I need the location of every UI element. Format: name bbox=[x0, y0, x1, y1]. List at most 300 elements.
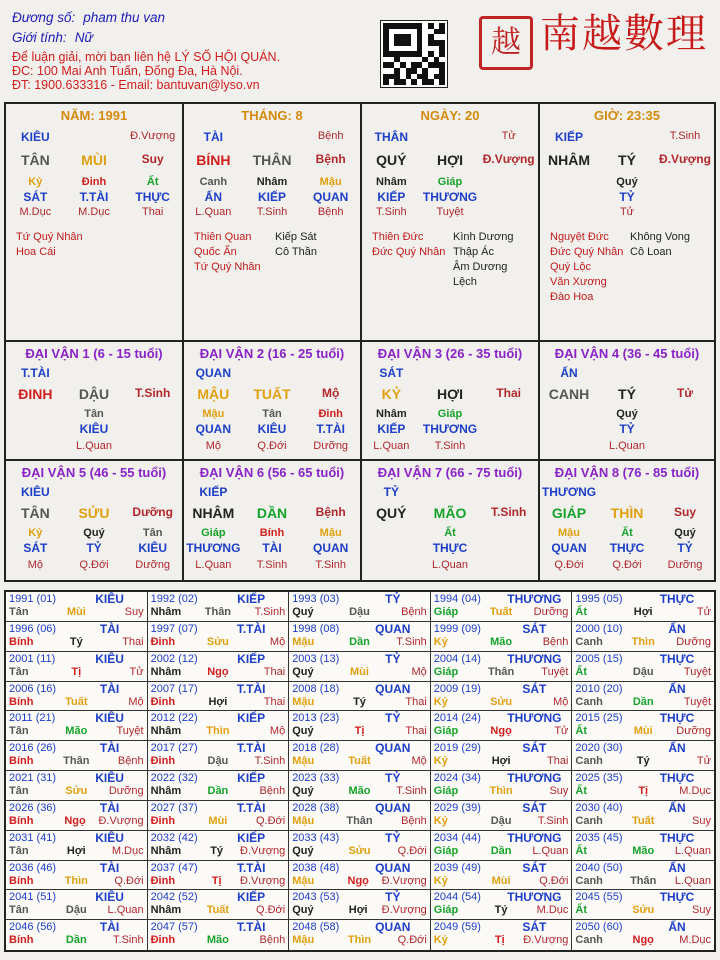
hidden-stage bbox=[540, 206, 598, 218]
spacer bbox=[656, 485, 714, 499]
year-life-stage: Thai bbox=[263, 695, 286, 708]
header-info bbox=[12, 8, 372, 92]
hidden-stem: Tân bbox=[84, 408, 104, 420]
annual-cell[interactable] bbox=[6, 861, 148, 891]
annual-cell[interactable] bbox=[6, 771, 148, 801]
annual-cell[interactable] bbox=[6, 652, 148, 682]
year-stem-branch bbox=[9, 606, 144, 618]
year-stem: Quý bbox=[292, 606, 314, 618]
life-stage: Thai bbox=[496, 386, 522, 400]
year-label: 2020 (30) bbox=[575, 742, 623, 755]
hidden-stem: Quý bbox=[616, 176, 638, 188]
year-branch: Hợi bbox=[66, 844, 86, 857]
year-branch: Tuất bbox=[206, 904, 230, 917]
year-stem-branch bbox=[151, 636, 286, 648]
annual-cell[interactable] bbox=[148, 711, 290, 741]
year-stem-branch bbox=[9, 845, 144, 857]
year-ten-god: SÁT bbox=[522, 920, 547, 935]
ten-god: KIÊU bbox=[21, 485, 50, 499]
year-ten-god: ẤN bbox=[668, 920, 686, 935]
annual-cell[interactable] bbox=[148, 771, 290, 801]
year-stem: Nhâm bbox=[150, 785, 182, 797]
hidden-stage-row bbox=[540, 559, 714, 571]
annual-cell[interactable] bbox=[148, 831, 290, 861]
annual-cell[interactable] bbox=[572, 592, 714, 622]
year-ten-god: KIẾP bbox=[237, 771, 266, 785]
hidden-stage: Dưỡng bbox=[135, 559, 171, 571]
hidden-stem-row bbox=[184, 408, 360, 420]
pillar-cell-3 bbox=[540, 104, 714, 342]
ten-god: QUAN bbox=[195, 366, 231, 380]
luck-pillar-cell-7[interactable] bbox=[362, 461, 540, 580]
year-stem: Giáp bbox=[433, 606, 459, 618]
annual-cell[interactable] bbox=[572, 831, 714, 861]
year-label: 2014 (24) bbox=[433, 712, 481, 725]
annual-cell[interactable] bbox=[572, 771, 714, 801]
annual-cell[interactable] bbox=[572, 711, 714, 741]
ten-god bbox=[243, 130, 302, 144]
stem-branch-row bbox=[540, 505, 714, 521]
luck-pillar-cell-6[interactable] bbox=[184, 461, 362, 580]
annual-cell[interactable] bbox=[289, 622, 431, 652]
year-life-stage: Bệnh bbox=[259, 785, 286, 797]
year-life-stage: Mộ bbox=[269, 635, 286, 648]
year-label: 2009 (19) bbox=[433, 682, 481, 695]
qr-code[interactable] bbox=[380, 20, 448, 88]
hidden-stage: T.Sinh bbox=[256, 559, 288, 571]
annual-cell[interactable] bbox=[431, 771, 573, 801]
year-branch: Dần bbox=[65, 934, 87, 947]
hidden-god-row bbox=[540, 422, 714, 436]
year-life-stage: Tử bbox=[696, 755, 712, 768]
year-ten-god: THỰC bbox=[659, 830, 695, 845]
spacer bbox=[243, 366, 302, 380]
year-label: 2033 (43) bbox=[292, 831, 340, 844]
year-stem-branch bbox=[434, 875, 569, 887]
year-branch: Hợi bbox=[633, 606, 653, 618]
year-ten-god: SÁT bbox=[522, 621, 547, 636]
ten-god: KIẾP bbox=[199, 485, 228, 499]
star-name: Tứ Quý Nhân bbox=[194, 261, 261, 273]
earthly-branch: MÙI bbox=[81, 152, 107, 168]
year-life-stage: Dưỡng bbox=[533, 606, 569, 618]
year-stem: Giáp bbox=[433, 665, 459, 678]
hidden-god bbox=[479, 190, 538, 204]
year-stem-branch bbox=[9, 815, 144, 827]
earthly-branch: HỢI bbox=[437, 386, 463, 402]
year-stem-branch bbox=[9, 666, 144, 678]
hidden-stage bbox=[540, 440, 598, 452]
year-stem: Nhâm bbox=[150, 665, 182, 678]
hidden-stem: Đinh bbox=[81, 176, 107, 188]
annual-cell[interactable] bbox=[431, 890, 573, 920]
year-label: 2048 (58) bbox=[292, 921, 340, 934]
annual-cell[interactable] bbox=[289, 682, 431, 712]
luck-god-row bbox=[6, 485, 182, 499]
year-stem: Ất bbox=[575, 785, 587, 797]
annual-cell[interactable] bbox=[6, 831, 148, 861]
year-branch: Thân bbox=[63, 755, 90, 768]
year-stem: Mậu bbox=[292, 814, 315, 827]
year-ten-god: KIẾP bbox=[237, 592, 266, 606]
annual-cell[interactable] bbox=[431, 920, 573, 950]
year-stem-branch bbox=[575, 934, 711, 946]
year-stem: Tân bbox=[9, 904, 29, 917]
annual-cell[interactable] bbox=[6, 890, 148, 920]
hidden-stem-row bbox=[362, 176, 538, 188]
year-branch: Mão bbox=[65, 725, 88, 738]
year-label: 2028 (38) bbox=[292, 801, 340, 814]
hidden-stage-row bbox=[6, 206, 182, 218]
life-stage: Tử bbox=[676, 386, 694, 400]
hidden-god bbox=[656, 422, 714, 436]
spacer bbox=[243, 485, 302, 499]
annual-cell[interactable] bbox=[6, 801, 148, 831]
heavenly-stem: CANH bbox=[548, 386, 590, 402]
pillar-cell-2 bbox=[362, 104, 540, 342]
year-branch: Ngọ bbox=[490, 725, 512, 738]
earthly-branch: TÝ bbox=[618, 152, 636, 168]
annual-cell[interactable] bbox=[572, 622, 714, 652]
hidden-stem bbox=[656, 176, 714, 188]
hidden-stem-row bbox=[362, 527, 538, 539]
stars-column bbox=[372, 230, 453, 290]
heavenly-stem: MẬU bbox=[197, 386, 230, 402]
annual-cell[interactable] bbox=[431, 831, 573, 861]
spacer bbox=[479, 366, 538, 380]
year-stem-branch bbox=[292, 696, 427, 708]
annual-cell[interactable] bbox=[572, 890, 714, 920]
annual-cell[interactable] bbox=[148, 920, 290, 950]
earthly-branch: DẦN bbox=[256, 505, 288, 521]
year-stem-branch bbox=[292, 725, 427, 737]
year-ten-god: TỶ bbox=[385, 592, 401, 606]
year-label: 2018 (28) bbox=[292, 742, 340, 755]
year-stem-branch bbox=[292, 785, 427, 797]
year-stem: Đinh bbox=[150, 874, 176, 887]
annual-cell[interactable] bbox=[289, 652, 431, 682]
stars-list bbox=[194, 230, 356, 275]
annual-cell[interactable] bbox=[6, 592, 148, 622]
annual-cell[interactable] bbox=[148, 652, 290, 682]
heavenly-stem: GIÁP bbox=[551, 505, 587, 521]
hidden-stem: Mậu bbox=[202, 408, 225, 420]
stars-column bbox=[194, 230, 275, 275]
hidden-stage bbox=[479, 206, 538, 218]
year-branch: Sửu bbox=[206, 635, 229, 648]
hidden-stem bbox=[479, 176, 538, 188]
hidden-god: KIÊU bbox=[257, 422, 287, 436]
hidden-stage bbox=[656, 440, 714, 452]
year-ten-god: THỰC bbox=[659, 592, 695, 606]
hidden-god-row bbox=[362, 190, 538, 204]
annual-cell[interactable] bbox=[572, 801, 714, 831]
luck-pillar-cell-1[interactable] bbox=[6, 342, 184, 461]
annual-cell[interactable] bbox=[431, 741, 573, 771]
year-stem: Ất bbox=[575, 725, 587, 738]
year-label: 1991 (01) bbox=[9, 593, 57, 605]
year-branch: Tuất bbox=[489, 606, 513, 618]
spacer bbox=[479, 408, 538, 420]
hidden-stage: Dưỡng bbox=[667, 559, 703, 571]
hidden-god-row bbox=[362, 422, 538, 436]
hidden-stage-row bbox=[362, 440, 538, 452]
heavenly-stem: QUÝ bbox=[376, 152, 407, 168]
spacer bbox=[421, 366, 480, 380]
luck-pillar-cell-8[interactable] bbox=[540, 461, 714, 580]
luck-pillar-cell-3[interactable] bbox=[362, 342, 540, 461]
hidden-god bbox=[479, 422, 538, 436]
year-branch: Dần bbox=[207, 785, 229, 797]
hidden-stage: Bệnh bbox=[317, 206, 344, 218]
hidden-stem-row bbox=[362, 408, 538, 420]
annual-cell[interactable] bbox=[6, 920, 148, 950]
year-ten-god: TÀI bbox=[99, 741, 120, 756]
annual-cell[interactable] bbox=[289, 771, 431, 801]
year-stem: Nhâm bbox=[150, 725, 182, 738]
spacer bbox=[598, 366, 656, 380]
year-stem: Quý bbox=[292, 844, 314, 857]
spacer bbox=[65, 485, 124, 499]
ten-god: Tử bbox=[501, 130, 516, 142]
year-stem-branch bbox=[151, 875, 286, 887]
stars-list bbox=[16, 230, 178, 260]
annual-cell[interactable] bbox=[6, 622, 148, 652]
year-branch: Thìn bbox=[489, 785, 513, 797]
hidden-stem-row bbox=[6, 176, 182, 188]
star-name: Đào Hoa bbox=[550, 291, 594, 303]
year-life-stage: Tuyệt bbox=[683, 695, 712, 708]
annual-cell[interactable] bbox=[431, 711, 573, 741]
hidden-god: SÁT bbox=[23, 190, 48, 204]
annual-cell[interactable] bbox=[148, 622, 290, 652]
year-branch: Dần bbox=[490, 844, 512, 857]
year-branch: Mùi bbox=[208, 814, 228, 827]
year-stem: Mậu bbox=[292, 695, 315, 708]
year-stem-branch bbox=[151, 666, 286, 678]
year-ten-god: TỶ bbox=[385, 651, 401, 666]
year-ten-god: T.TÀI bbox=[236, 681, 266, 696]
luck-pillar-title: ĐẠI VẬN 5 (46 - 55 tuổi) bbox=[21, 465, 167, 480]
annual-cell[interactable] bbox=[431, 861, 573, 891]
annual-cell[interactable] bbox=[289, 890, 431, 920]
earthly-branch: THÂN bbox=[252, 152, 292, 168]
stem-branch-row bbox=[362, 505, 538, 521]
year-branch: Sửu bbox=[490, 695, 513, 708]
year-ten-god: ẤN bbox=[668, 741, 686, 756]
annual-cell[interactable] bbox=[572, 741, 714, 771]
year-stem: Mậu bbox=[292, 874, 315, 887]
year-ten-god: KIÊU bbox=[95, 771, 124, 785]
hidden-stage: Q.Đới bbox=[554, 559, 584, 571]
year-stem: Kỷ bbox=[433, 934, 448, 947]
annual-cell[interactable] bbox=[6, 711, 148, 741]
year-life-stage: T.Sinh bbox=[396, 785, 427, 797]
annual-cell[interactable] bbox=[572, 652, 714, 682]
year-stem-branch bbox=[292, 875, 427, 887]
annual-cell[interactable] bbox=[6, 741, 148, 771]
luck-pillar-cell-2[interactable] bbox=[184, 342, 362, 461]
brand-seal bbox=[479, 16, 533, 70]
year-stem: Tân bbox=[9, 725, 29, 738]
annual-cell[interactable] bbox=[431, 682, 573, 712]
year-stem-branch bbox=[292, 904, 427, 916]
year-stem-branch bbox=[292, 755, 427, 767]
year-stem: Bính bbox=[9, 934, 34, 947]
year-life-stage: Dưỡng bbox=[676, 635, 712, 648]
year-stem-branch bbox=[9, 875, 144, 887]
year-stem-branch bbox=[151, 934, 286, 946]
year-stem: Quý bbox=[292, 904, 314, 917]
star-name: Tứ Quý Nhân bbox=[16, 231, 83, 243]
year-branch: Dậu bbox=[65, 904, 87, 917]
year-branch: Tý bbox=[210, 844, 224, 857]
spacer bbox=[656, 408, 714, 420]
annual-cell[interactable] bbox=[148, 682, 290, 712]
star-name: Quốc Ấn bbox=[194, 246, 237, 258]
year-label: 2013 (23) bbox=[292, 712, 340, 725]
luck-pillar-cell-5[interactable] bbox=[6, 461, 184, 580]
year-stem-branch bbox=[151, 725, 286, 737]
annual-cell[interactable] bbox=[572, 861, 714, 891]
year-label: 2034 (44) bbox=[433, 831, 481, 844]
pillar-god-row bbox=[6, 130, 182, 144]
star-name: Kình Dương bbox=[453, 231, 514, 243]
hidden-stage bbox=[656, 206, 714, 218]
star-name: Thập Ác bbox=[453, 246, 494, 258]
year-ten-god: TÀI bbox=[99, 920, 120, 935]
annual-cell[interactable] bbox=[6, 682, 148, 712]
year-stem: Đinh bbox=[150, 755, 176, 768]
year-ten-god: KIÊU bbox=[95, 890, 124, 905]
hidden-god: KIẾP bbox=[377, 190, 406, 204]
gender-line bbox=[12, 28, 372, 48]
year-branch: Mùi bbox=[491, 874, 511, 887]
year-stem: Giáp bbox=[433, 785, 459, 797]
year-stem-branch bbox=[575, 845, 711, 857]
annual-cell[interactable] bbox=[289, 801, 431, 831]
annual-cell[interactable] bbox=[289, 711, 431, 741]
hidden-god: QUAN bbox=[551, 541, 587, 555]
stars-list bbox=[372, 230, 534, 290]
year-stem: Kỷ bbox=[433, 635, 448, 648]
year-life-stage: T.Sinh bbox=[254, 755, 286, 768]
year-stem: Ất bbox=[575, 844, 587, 857]
year-stem: Bính bbox=[9, 874, 34, 887]
hidden-stage: T.Sinh bbox=[315, 559, 346, 571]
stem-branch-row bbox=[184, 505, 360, 521]
annual-cell[interactable] bbox=[289, 741, 431, 771]
hidden-god: THƯƠNG bbox=[422, 190, 478, 204]
year-branch: Thìn bbox=[631, 635, 655, 648]
year-stem-branch bbox=[575, 904, 711, 916]
ten-god: T.Sinh bbox=[669, 130, 701, 142]
year-ten-god: THƯƠNG bbox=[507, 890, 562, 905]
hidden-stage: Q.Đới bbox=[79, 559, 109, 571]
life-stage: Suy bbox=[673, 505, 696, 519]
year-ten-god: THỰC bbox=[659, 890, 695, 905]
year-stem: Đinh bbox=[150, 934, 176, 947]
hidden-stage: Q.Đới bbox=[257, 440, 287, 452]
ten-god: T.TÀI bbox=[21, 366, 50, 380]
year-branch: Tý bbox=[353, 695, 366, 708]
luck-pillar-title: ĐẠI VẬN 1 (6 - 15 tuổi) bbox=[25, 346, 163, 361]
year-life-stage: Bệnh bbox=[401, 606, 427, 618]
heavenly-stem: ĐINH bbox=[18, 386, 53, 402]
star-name: Âm Dương Lệch bbox=[453, 261, 508, 288]
name-label: Đương số: bbox=[12, 10, 76, 25]
hidden-stage-row bbox=[184, 206, 360, 218]
annual-cell[interactable] bbox=[148, 890, 290, 920]
spacer bbox=[362, 527, 421, 539]
year-life-stage: Mộ bbox=[128, 695, 144, 708]
year-branch: Sửu bbox=[632, 904, 655, 917]
annual-cell[interactable] bbox=[289, 592, 431, 622]
hidden-god: KIẾP bbox=[258, 190, 287, 204]
annual-cell[interactable] bbox=[431, 801, 573, 831]
year-life-stage: Bệnh bbox=[401, 814, 427, 827]
year-label: 2031 (41) bbox=[9, 831, 57, 844]
year-stem-branch bbox=[151, 845, 286, 857]
year-life-stage: L.Quan bbox=[532, 844, 569, 857]
annual-cell[interactable] bbox=[572, 682, 714, 712]
year-life-stage: Thai bbox=[547, 755, 569, 768]
luck-god-row bbox=[362, 366, 538, 380]
annual-cell[interactable] bbox=[148, 741, 290, 771]
annual-cell[interactable] bbox=[572, 920, 714, 950]
earthly-branch: TUẤT bbox=[253, 386, 291, 402]
hidden-stage bbox=[479, 440, 538, 452]
hidden-god: THỰC bbox=[609, 541, 645, 555]
hidden-stage-row bbox=[362, 206, 538, 218]
luck-pillar-cell-4[interactable] bbox=[540, 342, 714, 461]
annual-cell[interactable] bbox=[148, 592, 290, 622]
year-ten-god: TÀI bbox=[99, 681, 120, 696]
year-stem: Kỷ bbox=[433, 874, 448, 887]
annual-cell[interactable] bbox=[431, 652, 573, 682]
year-branch: Tị bbox=[354, 725, 365, 738]
annual-cell[interactable] bbox=[148, 801, 290, 831]
annual-cell[interactable] bbox=[289, 861, 431, 891]
hidden-stem: Giáp bbox=[437, 408, 463, 420]
spacer bbox=[479, 527, 538, 539]
hidden-stem: Mậu bbox=[319, 527, 342, 539]
year-life-stage: Đ.Vượng bbox=[381, 904, 427, 917]
year-branch: Ngọ bbox=[632, 934, 654, 947]
hidden-stem: Giáp bbox=[437, 176, 463, 188]
hidden-stage: M.Dục bbox=[78, 206, 110, 218]
hidden-god: THỰC bbox=[135, 190, 170, 204]
luck-pillar-title: ĐẠI VẬN 8 (76 - 85 tuổi) bbox=[554, 465, 700, 480]
annual-cell[interactable] bbox=[431, 622, 573, 652]
annual-cell[interactable] bbox=[289, 831, 431, 861]
hidden-god: T.TÀI bbox=[79, 190, 109, 204]
year-stem-branch bbox=[292, 606, 427, 618]
stars-column bbox=[275, 230, 356, 275]
year-stem-branch bbox=[434, 785, 569, 797]
annual-cell[interactable] bbox=[148, 861, 290, 891]
year-ten-god: KIÊU bbox=[95, 651, 124, 666]
hidden-god-row bbox=[362, 541, 538, 555]
year-branch: Sửu bbox=[65, 785, 88, 797]
annual-cell[interactable] bbox=[431, 592, 573, 622]
year-stem-branch bbox=[434, 666, 569, 678]
annual-cell[interactable] bbox=[289, 920, 431, 950]
year-ten-god: THƯƠNG bbox=[507, 830, 562, 845]
hidden-stage bbox=[362, 559, 421, 571]
hidden-stem: Ất bbox=[621, 527, 633, 539]
year-label: 2001 (11) bbox=[9, 652, 56, 665]
